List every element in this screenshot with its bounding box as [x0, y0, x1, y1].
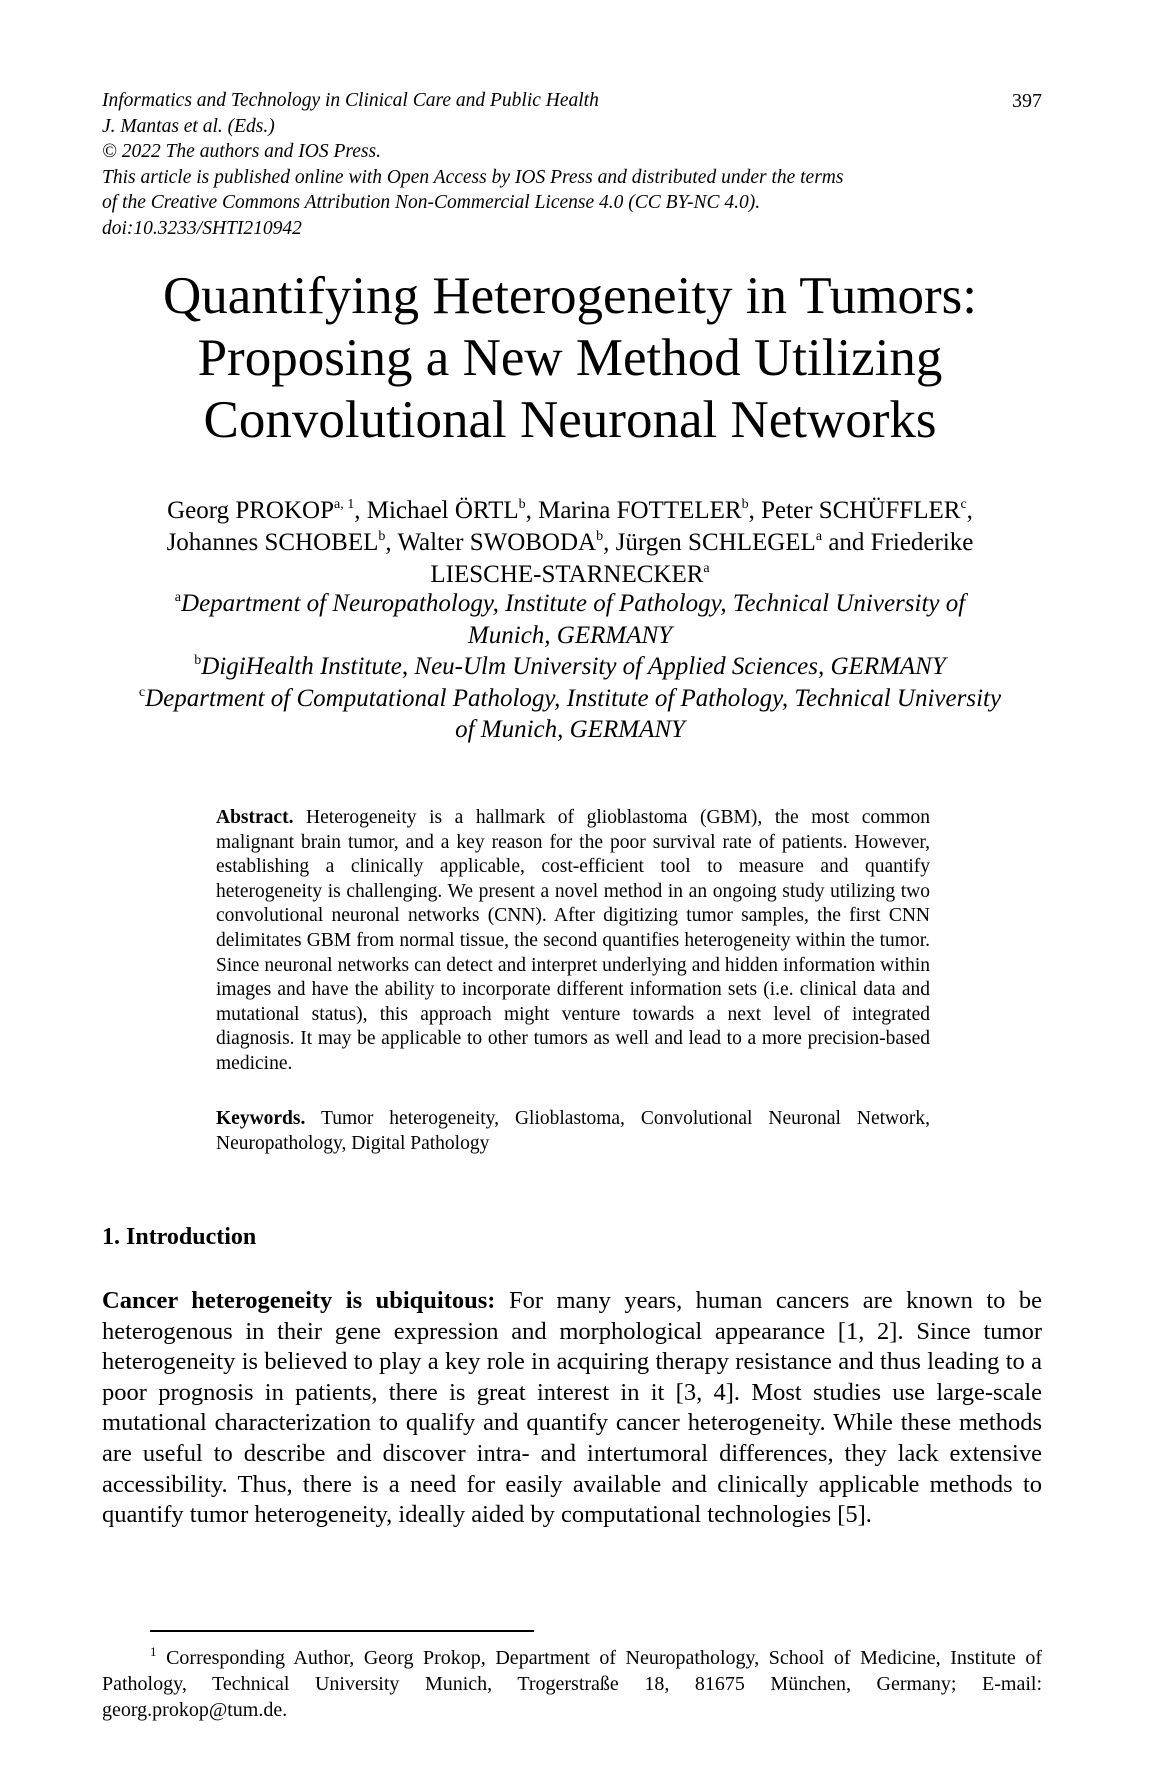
author-separator: ,: [603, 529, 616, 556]
author-list: [60, 495, 1080, 591]
affiliation-label: b: [194, 653, 202, 668]
affiliation-text: Department of Computational Pathology, Institute of Pathology, Technical University: [145, 684, 1002, 712]
license-line-2: of the Creative Commons Attribution Non-Commercial License 4.0 (CC BY-NC 4.0).: [102, 192, 761, 213]
affiliation-a-line-1: [60, 588, 1080, 620]
copyright: © 2022 The authors and IOS Press.: [102, 141, 381, 162]
author-name: Walter SWOBODA: [397, 529, 597, 556]
author-affiliation-mark: b: [596, 529, 604, 544]
author-affiliation-mark: c: [960, 497, 967, 512]
running-header: [102, 88, 1042, 241]
author-line-1: [60, 495, 1080, 527]
abstract-text: Heterogeneity is a hallmark of glioblastoma (GBM), the most common malignant brain tumor, and a key reason for the poor survival rate of patients. However, establishing a clinically applicable, cost-efficient tool to measure and quantify heterogeneity is challenging. We present a novel method in an ongoing study utilizing two convolutional neuronal networks (CNN). After digitizing tumor samples, the first CNN delimitates GBM from normal tissue, the second quantifies heterogeneity within the tumor. Since neuronal networks can detect and interpret underlying and hidden information within images and have the ability to incorporate different information sets (i.e. clinical data and mutational status), this approach might venture towards a next level of integrated diagnosis. It may be applicable to other tumors as well and lead to a more precision-based medicine.: [216, 807, 930, 1074]
abstract-label: Abstract.: [216, 807, 294, 828]
author-name: Johannes SCHOBEL: [166, 529, 379, 556]
author-affiliation-mark: b: [741, 497, 749, 512]
affiliation-label: a: [174, 590, 182, 605]
author-affiliation-mark: b: [378, 529, 386, 544]
footnote-rule: [150, 1630, 534, 1632]
author-affiliation-mark: a, 1: [334, 497, 355, 512]
title-line-2: Proposing a New Method Utilizing: [197, 329, 943, 387]
affiliation-label: c: [138, 684, 146, 700]
keywords-text: Tumor heterogeneity, Glioblastoma, Convolutional Neuronal Network, Neuropathology, Digital Pathology: [216, 1108, 930, 1154]
affiliation-a-line-2: Munich, GERMANY: [467, 621, 673, 649]
intro-text: For many years, human cancers are known to be heterogenous in their gene expression and morphological appearance [1, 2]. Since tumor heterogeneity is believed to play a key role in acquiring therapy resistance and thus leading to a poor prognosis in patients, there is great interest in it [3, 4]. Most studies use large-scale mutational characterization to qualify and quantify cancer heterogeneity. While these methods are useful to describe and discover intra- and intertumoral differences, they lack extensive accessibility. Thus, there is a need for easily available and clinically applicable methods to quantify tumor heterogeneity, ideally aided by computational technologies [5].: [102, 1287, 1042, 1529]
keywords-label: Keywords.: [216, 1108, 306, 1129]
paper-title: [60, 265, 1080, 451]
author-separator: ,: [385, 529, 398, 556]
editors: J. Mantas et al. (Eds.): [102, 115, 275, 137]
author-line-3: [60, 559, 1080, 591]
author-name: LIESCHE-STARNECKER: [430, 561, 704, 588]
title-line-1: Quantifying Heterogeneity in Tumors:: [162, 267, 978, 325]
author-separator: ,: [966, 497, 973, 524]
affiliation-text: Department of Neuropathology, Institute of Pathology, Technical University of: [181, 590, 966, 617]
author-name: Peter SCHÜFFLER: [761, 497, 961, 524]
author-separator: ,: [748, 497, 762, 524]
author-affiliation-mark: b: [518, 497, 526, 512]
footnote-text: Corresponding Author, Georg Prokop, Department of Neuropathology, School of Medicine, Institute of Pathology, Technical University Munich, Trogerstraße 18, 81675 München, Germany; E-mail: georg.prokop@tum.de.: [102, 1647, 1043, 1721]
footnote: [102, 1645, 1042, 1723]
author-separator: ,: [354, 497, 367, 524]
author-affiliation-mark: a: [815, 529, 823, 544]
affiliation-b-line-1: [60, 651, 1080, 683]
intro-lead: Cancer heterogeneity is ubiquitous:: [102, 1287, 496, 1314]
author-name: Michael ÖRTL: [366, 497, 519, 524]
author-separator: and Friederike: [822, 529, 974, 556]
author-name: Georg PROKOP: [167, 497, 334, 524]
author-separator: ,: [525, 497, 539, 524]
affiliation-c-line-1: [60, 683, 1080, 715]
affiliation-text: DigiHealth Institute, Neu-Ulm University of Applied Sciences, GERMANY: [201, 653, 946, 680]
footnote-mark: 1: [150, 1644, 157, 1659]
license-line-1: This article is published online with Open Access by IOS Press and distributed under the terms: [102, 166, 844, 188]
author-line-2: [60, 527, 1080, 559]
author-affiliation-mark: a: [703, 561, 710, 576]
affiliation-c-line-2: of Munich, GERMANY: [455, 716, 685, 743]
title-line-3: Convolutional Neuronal Networks: [203, 391, 937, 449]
author-name: Marina FOTTELER: [538, 497, 742, 524]
affiliations: [60, 588, 1080, 746]
journal-title: Informatics and Technology in Clinical Care and Public Health: [102, 90, 599, 111]
intro-paragraph: [102, 1286, 1042, 1531]
author-name: Jürgen SCHLEGEL: [615, 529, 816, 556]
doi: doi:10.3233/SHTI210942: [102, 217, 302, 239]
abstract: [216, 806, 930, 1077]
section-heading: 1. Introduction: [102, 1224, 257, 1250]
keywords: [216, 1107, 930, 1156]
page-number: 397: [1012, 90, 1042, 112]
